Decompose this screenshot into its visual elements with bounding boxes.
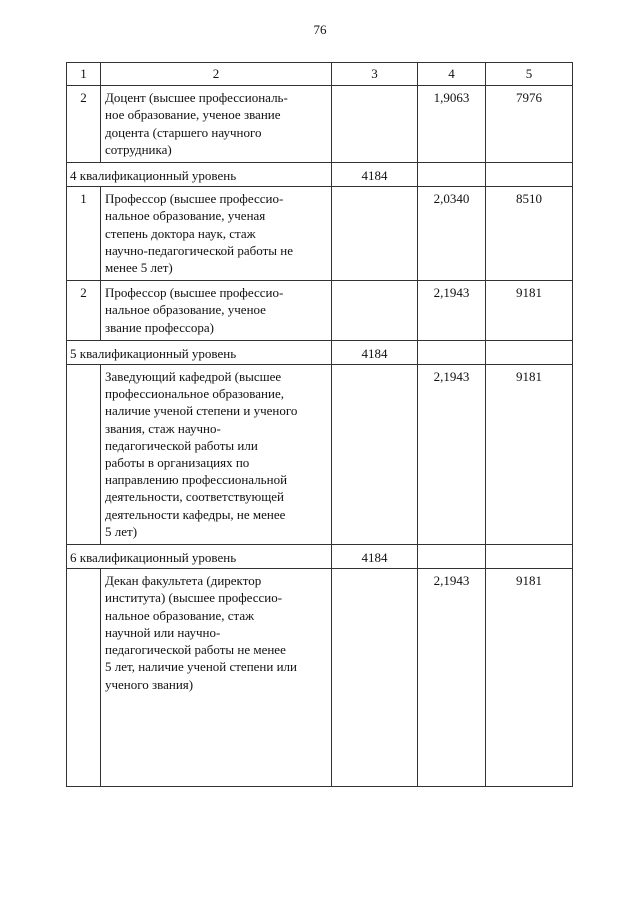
header-cell: 5 <box>486 63 573 86</box>
base-salary: 4184 <box>332 163 418 187</box>
coefficient: 2,1943 <box>418 281 486 341</box>
qualification-level-row <box>67 545 573 569</box>
qualification-level-label: 4 квалификационный уровень <box>67 163 332 187</box>
table-header-row <box>67 63 573 86</box>
position-description: Заведующий кафедрой (высшее профессиональное образование, наличие ученой степени и ученого звания, стаж научно- педагогической работы или работы в организациях по направлению профессиональной деятельности, соответствующей деятельности кафедры, не менее 5 лет) <box>101 365 332 545</box>
base-salary <box>332 365 418 545</box>
header-cell: 3 <box>332 63 418 86</box>
table-row <box>67 86 573 163</box>
coefficient: 2,0340 <box>418 187 486 281</box>
empty-cell <box>486 340 573 364</box>
salary: 9181 <box>486 569 573 787</box>
header-cell: 2 <box>101 63 332 86</box>
base-salary <box>332 569 418 787</box>
salary-table <box>66 62 573 787</box>
header-cell: 4 <box>418 63 486 86</box>
qualification-level-row <box>67 163 573 187</box>
empty-cell <box>486 163 573 187</box>
base-salary <box>332 281 418 341</box>
position-description: Декан факультета (директор института) (высшее профессио- нальное образование, стаж научной или научно- педагогической работы не менее 5 лет, наличие ученой степени или ученого звания) <box>101 569 332 787</box>
base-salary <box>332 86 418 163</box>
row-number <box>67 569 101 787</box>
header-cell: 1 <box>67 63 101 86</box>
page-number: 76 <box>313 22 327 37</box>
empty-cell <box>418 163 486 187</box>
empty-cell <box>418 545 486 569</box>
position-description: Профессор (высшее профессио- нальное образование, ученое звание профессора) <box>101 281 332 341</box>
table-row <box>67 569 573 787</box>
empty-cell <box>418 340 486 364</box>
coefficient: 1,9063 <box>418 86 486 163</box>
row-number: 2 <box>67 86 101 163</box>
salary: 9181 <box>486 281 573 341</box>
salary: 9181 <box>486 365 573 545</box>
row-number <box>67 365 101 545</box>
salary: 7976 <box>486 86 573 163</box>
coefficient: 2,1943 <box>418 569 486 787</box>
qualification-level-label: 6 квалификационный уровень <box>67 545 332 569</box>
base-salary: 4184 <box>332 545 418 569</box>
position-description: Профессор (высшее профессио- нальное образование, ученая степень доктора наук, стаж научно-педагогической работы не менее 5 лет) <box>101 187 332 281</box>
row-number: 2 <box>67 281 101 341</box>
qualification-level-label: 5 квалификационный уровень <box>67 340 332 364</box>
table-row <box>67 187 573 281</box>
table-row <box>67 281 573 341</box>
row-number: 1 <box>67 187 101 281</box>
base-salary: 4184 <box>332 340 418 364</box>
salary: 8510 <box>486 187 573 281</box>
base-salary <box>332 187 418 281</box>
qualification-level-row <box>67 340 573 364</box>
table-row <box>67 365 573 545</box>
empty-cell <box>486 545 573 569</box>
coefficient: 2,1943 <box>418 365 486 545</box>
position-description: Доцент (высшее профессиональ- ное образование, ученое звание доцента (старшего научного сотрудника) <box>101 86 332 163</box>
